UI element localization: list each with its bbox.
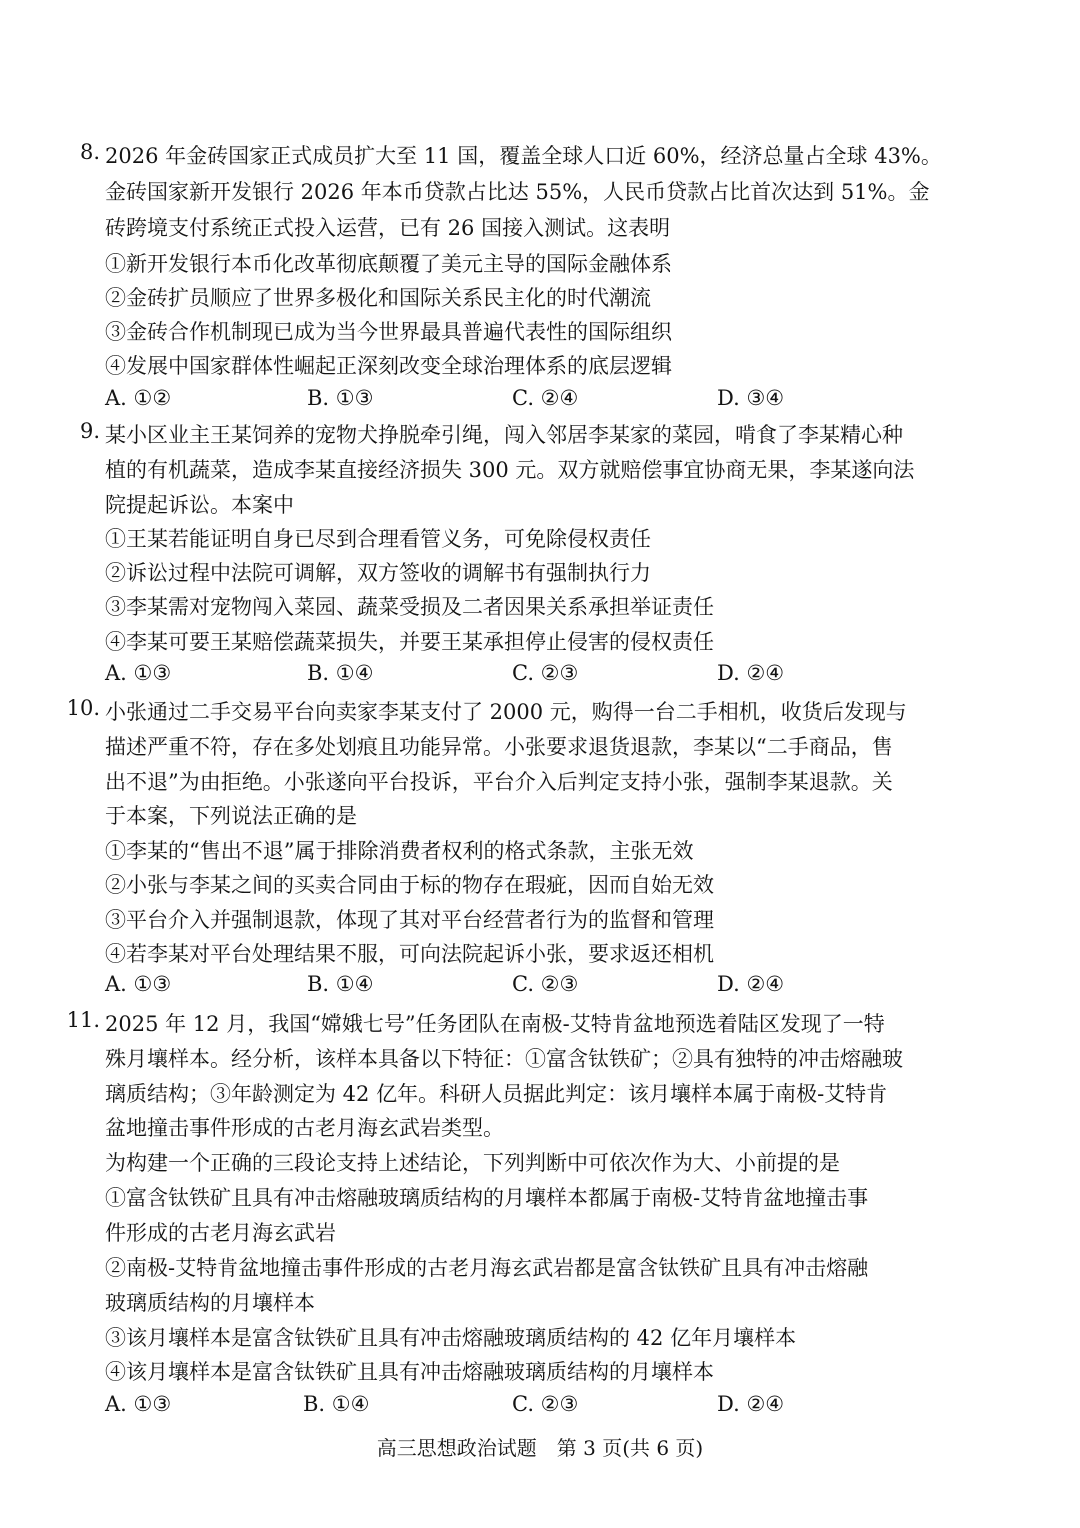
choice-c: C. ②③ <box>512 661 579 685</box>
choice-b: B. ①④ <box>307 661 374 685</box>
option-statement: ②小张与李某之间的买卖合同由于标的物存在瑕疵，因而自始无效 <box>105 873 714 897</box>
question-stem-line: 于本案，下列说法正确的是 <box>105 804 357 828</box>
option-statement: ②诉讼过程中法院可调解，双方签收的调解书有强制执行力 <box>105 561 651 585</box>
option-statement: ③金砖合作机制现已成为当今世界最具普遍代表性的国际组织 <box>105 320 672 344</box>
choice-b: B. ①④ <box>303 1392 370 1416</box>
question-stem-line: 金砖国家新开发银行 2026 年本币贷款占比达 55%，人民币贷款占比首次达到 51%。金 <box>105 180 930 204</box>
choice-c: C. ②④ <box>512 386 579 410</box>
choice-a: A. ①② <box>105 386 172 410</box>
choice-a: A. ①③ <box>105 1392 172 1416</box>
question-stem-line: 盆地撞击事件形成的古老月海玄武岩类型。 <box>105 1116 504 1140</box>
option-statement: ①富含钛铁矿且具有冲击熔融玻璃质结构的月壤样本都属于南极-艾特肯盆地撞击事 <box>105 1186 869 1210</box>
question-number: 11. <box>66 1008 100 1032</box>
choice-a: A. ①③ <box>105 661 172 685</box>
option-statement: ④发展中国家群体性崛起正深刻改变全球治理体系的底层逻辑 <box>105 354 672 378</box>
option-statement: ①王某若能证明自身已尽到合理看管义务，可免除侵权责任 <box>105 527 651 551</box>
question-stem-line: 植的有机蔬菜，造成李某直接经济损失 300 元。双方就赔偿事宜协商无果，李某遂向法 <box>105 458 915 482</box>
question-stem-line: 砖跨境支付系统正式投入运营，已有 26 国接入测试。这表明 <box>105 216 671 240</box>
option-statement: ④李某可要王某赔偿蔬菜损失，并要王某承担停止侵害的侵权责任 <box>105 630 714 654</box>
choice-b: B. ①④ <box>307 972 374 996</box>
option-statement: 件形成的古老月海玄武岩 <box>105 1221 336 1245</box>
choice-c: C. ②③ <box>512 972 579 996</box>
choice-c: C. ②③ <box>512 1392 579 1416</box>
option-statement: ①李某的“售出不退”属于排除消费者权利的格式条款，主张无效 <box>105 839 694 863</box>
choice-a: A. ①③ <box>105 972 172 996</box>
option-statement: ①新开发银行本币化改革彻底颠覆了美元主导的国际金融体系 <box>105 252 672 276</box>
question-stem-line: 小张通过二手交易平台向卖家李某支付了 2000 元，购得一台二手相机，收货后发现与 <box>105 700 907 724</box>
question-stem-line: 2025 年 12 月，我国“嫦娥七号”任务团队在南极-艾特肯盆地预选着陆区发现了一特 <box>105 1012 885 1036</box>
option-statement: ②金砖扩员顺应了世界多极化和国际关系民主化的时代潮流 <box>105 286 651 310</box>
option-statement: ②南极-艾特肯盆地撞击事件形成的古老月海玄武岩都是富含钛铁矿且具有冲击熔融 <box>105 1256 869 1280</box>
option-statement: ③李某需对宠物闯入菜园、蔬菜受损及二者因果关系承担举证责任 <box>105 595 714 619</box>
question-stem-line: 2026 年金砖国家正式成员扩大至 11 国，覆盖全球人口近 60%，经济总量占全球 43%。 <box>105 144 942 168</box>
question-stem-line: 院提起诉讼。本案中 <box>105 493 294 517</box>
choice-d: D. ②④ <box>717 1392 785 1416</box>
option-statement: ③该月壤样本是富含钛铁矿且具有冲击熔融玻璃质结构的 42 亿年月壤样本 <box>105 1326 797 1350</box>
question-stem-line: 出不退”为由拒绝。小张遂向平台投诉，平台介入后判定支持小张，强制李某退款。关 <box>105 770 893 794</box>
choice-b: B. ①③ <box>307 386 374 410</box>
question-number: 10. <box>66 696 100 720</box>
option-statement: ④若李某对平台处理结果不服，可向法院起诉小张，要求返还相机 <box>105 942 714 966</box>
question-stem-line: 璃质结构；③年龄测定为 42 亿年。科研人员据此判定：该月壤样本属于南极-艾特肯 <box>105 1082 888 1106</box>
page-footer: 高三思想政治试题 第 3 页(共 6 页) <box>376 1436 704 1460</box>
question-stem-line: 描述严重不符，存在多处划痕且功能异常。小张要求退货退款，李某以“二手商品，售 <box>105 735 893 759</box>
question-stem-line: 某小区业主王某饲养的宠物犬挣脱牵引绳，闯入邻居李某家的菜园，啃食了李某精心种 <box>105 423 903 447</box>
question-number: 9. <box>79 419 100 443</box>
choice-d: D. ②④ <box>717 661 785 685</box>
choice-d: D. ③④ <box>717 386 785 410</box>
option-statement: ④该月壤样本是富含钛铁矿且具有冲击熔融玻璃质结构的月壤样本 <box>105 1360 714 1384</box>
choice-d: D. ②④ <box>717 972 785 996</box>
option-statement: 玻璃质结构的月壤样本 <box>105 1291 315 1315</box>
question-number: 8. <box>79 140 100 164</box>
option-statement: ③平台介入并强制退款，体现了其对平台经营者行为的监督和管理 <box>105 908 714 932</box>
question-stem-line: 为构建一个正确的三段论支持上述结论，下列判断中可依次作为大、小前提的是 <box>105 1151 840 1175</box>
question-stem-line: 殊月壤样本。经分析，该样本具备以下特征：①富含钛铁矿；②具有独特的冲击熔融玻 <box>105 1047 903 1071</box>
